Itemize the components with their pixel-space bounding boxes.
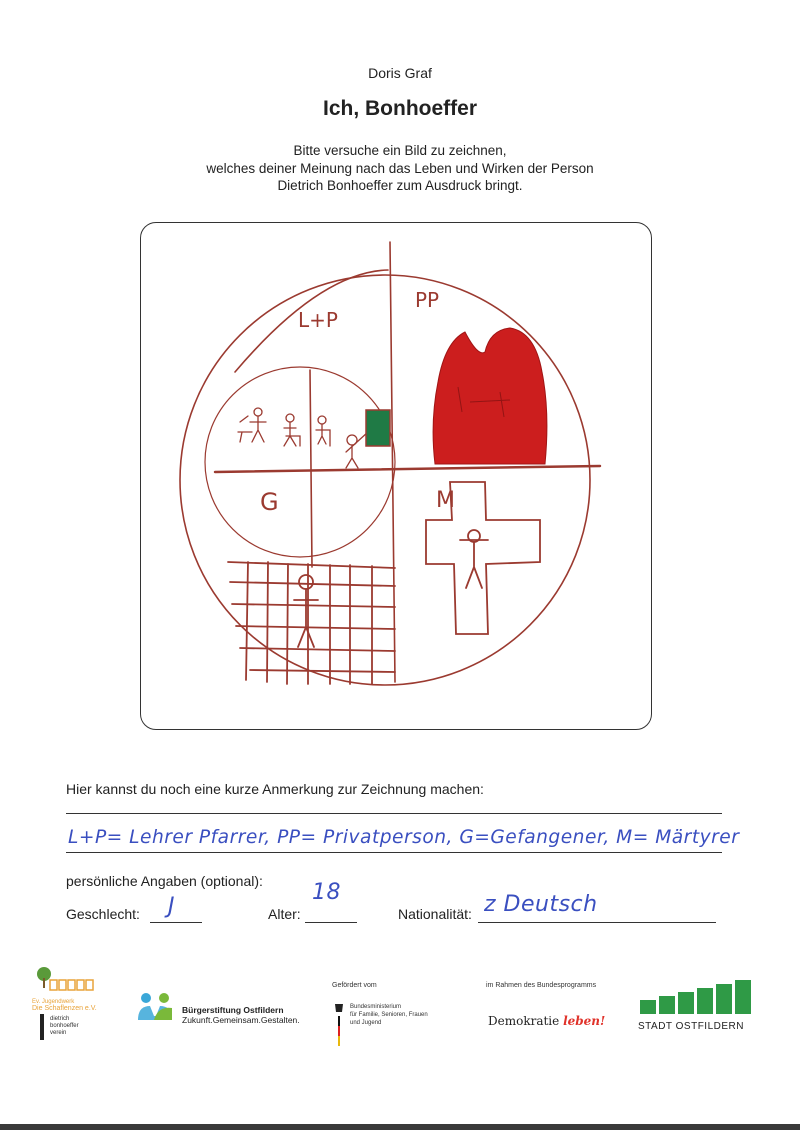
logo-schaflenzen: [32, 966, 112, 1012]
people-icon: [136, 990, 174, 1022]
fire-drawing: [433, 328, 547, 464]
nationality-label: Nationalität:: [398, 906, 472, 922]
label-private-person: PP: [415, 288, 440, 312]
logo2-slogan: Zukunft.Gemeinsam.Gestalten.: [182, 1015, 300, 1025]
logo3-heading: Gefördert vom: [332, 982, 377, 989]
logo4-heading: im Rahmen des Bundesprogramms: [486, 982, 597, 989]
logo1-line1: Ev. Jugendwerk: [32, 999, 75, 1005]
logo4-name2: leben!: [563, 1014, 606, 1028]
instruction-line-2: welches deiner Meinung nach das Leben und Wirken der Person: [206, 160, 594, 176]
tree-icon: [32, 966, 102, 994]
logo1-line2: Die Schaflenzen e.V.: [32, 1005, 97, 1012]
chalkboard: [366, 410, 390, 446]
big-circle: [180, 275, 590, 685]
note-handwriting[interactable]: L+P= Lehrer Pfarrer, PP= Privatperson, G=Gefangener, M= Märtyrer: [68, 826, 740, 848]
ostfildern-bars-icon: [638, 978, 754, 1016]
horizontal-divider: [215, 466, 600, 472]
page-title: Ich, Bonhoeffer: [322, 97, 477, 120]
jail-grid: [228, 562, 395, 684]
logo1b-line3: verein: [50, 1030, 67, 1036]
note-rule-2: [66, 852, 722, 853]
instruction-line-1: Bitte versuche ein Bild zu zeichnen,: [293, 143, 507, 158]
logo-stadt-ostfildern: [638, 978, 758, 1032]
age-label: Alter:: [268, 906, 301, 922]
age-value[interactable]: 18: [312, 880, 341, 905]
logo-bmfsfj: [332, 982, 462, 1026]
bottom-edge: [0, 1124, 800, 1130]
label-teacher-pastor: L+P: [298, 308, 338, 332]
logo3-line3: und Jugend: [350, 1020, 382, 1026]
logo3-line1: Bundesministerium: [350, 1004, 402, 1010]
nationality-value[interactable]: z Deutsch: [484, 892, 598, 917]
vertical-divider: [390, 242, 395, 682]
logo-demokratie-leben: [486, 982, 616, 1028]
personal-label: persönliche Angaben (optional):: [66, 873, 263, 889]
age-rule: [305, 922, 357, 923]
author-name: Doris Graf: [368, 65, 432, 81]
logo1b-line1: dietrich: [50, 1016, 70, 1022]
gender-label: Geschlecht:: [66, 906, 140, 922]
label-martyr: M: [436, 488, 455, 513]
label-prisoner: G: [260, 488, 279, 516]
nationality-rule: [478, 922, 716, 923]
logo3-line2: für Familie, Senioren, Frauen: [350, 1012, 428, 1018]
logo4-name: Demokratie: [488, 1014, 560, 1028]
note-rule-1: [66, 813, 722, 814]
gender-rule: [150, 922, 202, 923]
note-label: Hier kannst du noch eine kurze Anmerkung zur Zeichnung machen:: [66, 781, 484, 797]
instructions: [0, 142, 800, 195]
gender-value[interactable]: J: [168, 894, 175, 919]
small-circle: [205, 367, 395, 557]
logo2-name: Bürgerstiftung Ostfildern: [182, 1005, 284, 1015]
instruction-line-3: Dietrich Bonhoeffer zum Ausdruck bringt.: [277, 178, 523, 193]
classroom-figures: [238, 408, 368, 468]
eagle-flag-icon: [332, 1002, 346, 1046]
logo1b-line2: bonhoeffer: [50, 1023, 79, 1029]
drawing-canvas: [140, 222, 650, 728]
logo5-name: STADT OSTFILDERN: [638, 1021, 744, 1032]
